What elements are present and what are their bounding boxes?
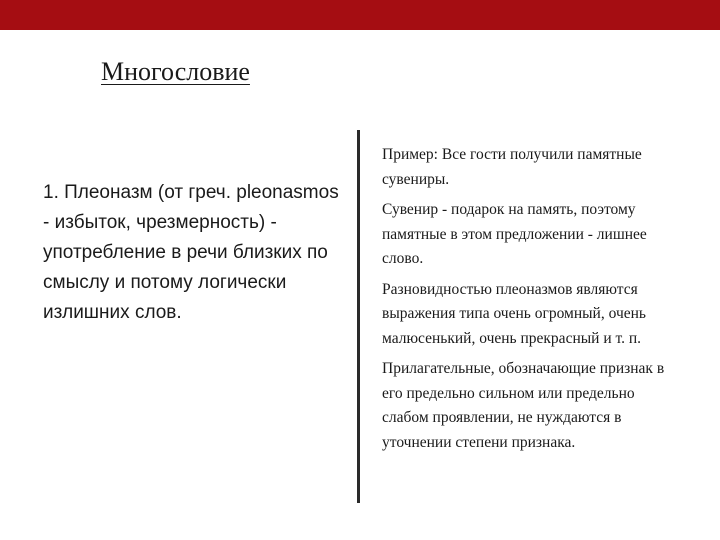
example-paragraph: Пример: Все гости получили памятные сувениры. [382, 146, 642, 188]
varieties-paragraph: Разновидностью плеоназмов являются выражения типа очень огромный, очень малюсенький, очень прекрасный и т. п. [382, 280, 646, 347]
examples-column [382, 143, 682, 461]
slide-title: Многословие [101, 57, 250, 86]
column-divider [357, 130, 360, 503]
explanation-paragraph: Сувенир - подарок на память, поэтому памятные в этом предложении - лишнее слово. [382, 201, 647, 267]
adjectives-paragraph: Прилагательные, обозначающие признак в его предельно сильном или предельно слабом проявлении, не нуждаются в уточнении степени признака. [382, 360, 665, 451]
top-accent-bar [0, 0, 720, 30]
definition-text: 1. Плеоназм (от греч. pleonasmos - избыток, чрезмерность) - употребление в речи близких по смыслу и потому логически излишних слов. [43, 182, 339, 323]
